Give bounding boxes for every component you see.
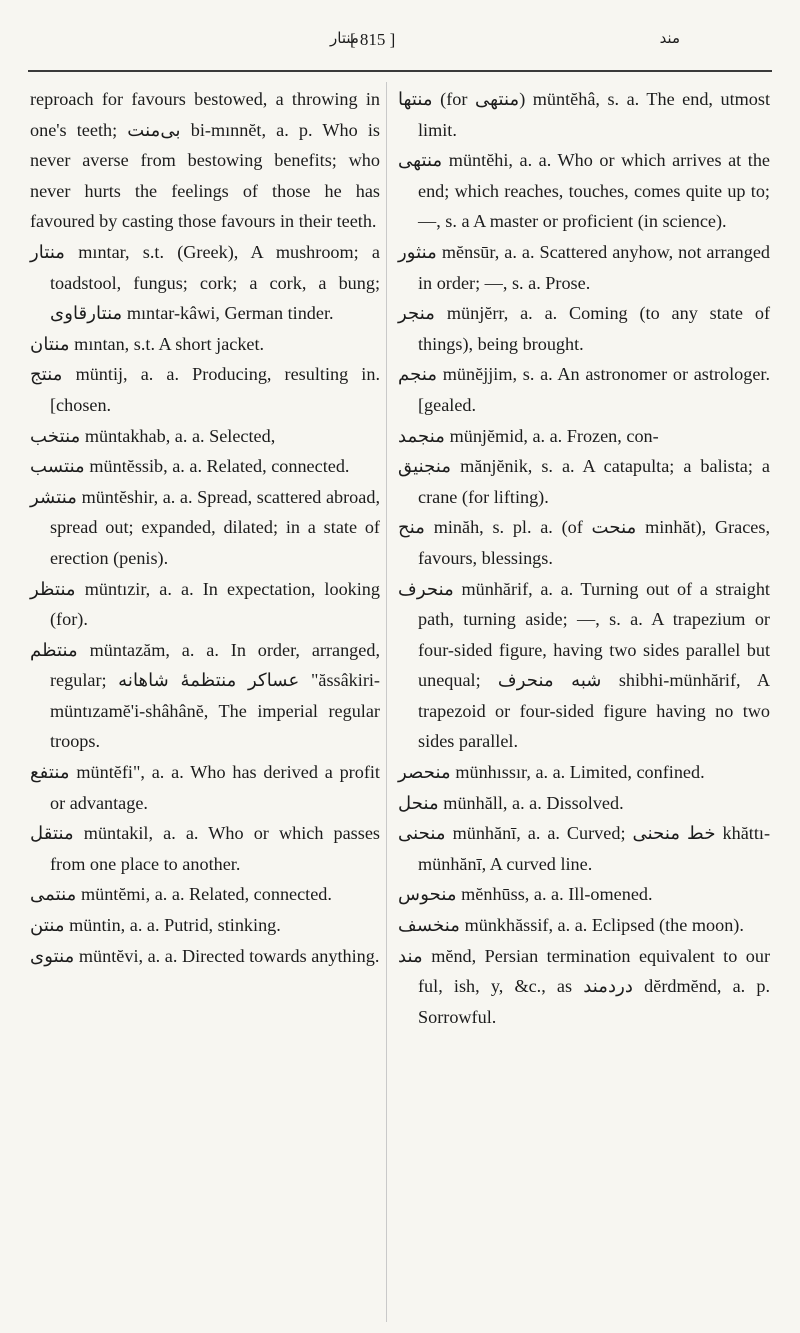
entry-text: منحرف münhărif, a. a. Turning out of a straight path, turning aside; —, s. a. A trapezium or four-sided figure, having two sides parallel but unequal; شبه منحرف shibhi-münhărif, A trapezoid or four-sided figure having no two sides parallel. (398, 578, 770, 752)
entry-text: منتخب müntakhab, a. a. Selected, (30, 425, 276, 446)
entry-text: منحنی münhănī, a. a. Curved; خط منحنی khăttı-münhănī, A curved line. (398, 823, 771, 874)
entry-text: منح minăh, s. pl. a. (of منحت minhăt), Graces, favours, blessings. (398, 517, 770, 568)
entry-text: منتوی müntĕvi, a. a. Directed towards anything. (30, 945, 380, 966)
entry-text: منجنیق mănjĕnik, s. a. A catapulta; a balista; a crane (for lifting). (398, 456, 770, 507)
entry-text: منتقل müntakil, a. a. Who or which passes from one place to another. (30, 823, 380, 874)
entry-text: منتشر müntĕshir, a. a. Spread, scattered abroad, spread out; expanded, dilated; in a state of erection (penis). (30, 486, 380, 568)
entry-text: reproach for favours bestowed, a throwing in one's teeth; بی‌منت bi-mınnĕt, a. p. Who is never averse from bestowing benefits; who never hurts the feelings of those he has favoured by casting those favours in their teeth. (30, 89, 380, 232)
right-column (398, 84, 770, 1032)
entry-text: منثور mĕnsūr, a. a. Scattered anyhow, not arranged in order; —, s. a. Prose. (398, 241, 770, 293)
right-guide-word: مند (659, 29, 680, 47)
entry-text: منحصر münhıssır, a. a. Limited, confined. (398, 762, 705, 783)
entry-text: منحل münhăll, a. a. Dissolved. (398, 792, 624, 813)
entry-text: منتسب müntĕssib, a. a. Related, connected. (30, 456, 350, 477)
entry-text: منجمد münjĕmid, a. a. Frozen, con- (398, 425, 659, 446)
entry-text: منتها (for منتهی) müntĕhâ, s. a. The end, utmost limit. (398, 89, 770, 140)
entry-text: منحوس mĕnhūss, a. a. Ill-omened. (398, 884, 653, 905)
entry-text: منتظم müntazăm, a. a. In order, arranged, regular; عساکر منتظمهٔ شاهانه "ăssâkiri-müntızamĕ'i-shâhânĕ, The imperial regular troops. (30, 639, 380, 752)
entry-text: منجم münĕjjim, s. a. An astronomer or astrologer. [gealed. (398, 364, 770, 415)
entry-text: منتظر müntızir, a. a. In expectation, looking (for). (30, 578, 380, 630)
column-divider (386, 82, 387, 1322)
left-guide-word: منتار (330, 29, 359, 47)
entry-text: مند mĕnd, Persian termination equivalent to our ful, ish, y, &c., as دردمند dĕrdmĕnd, a. p. Sorrowful. (398, 945, 770, 1027)
header-rule (28, 70, 772, 72)
left-column (30, 84, 380, 971)
entry-text: منتار mıntar, s.t. (Greek), A mushroom; a toadstool, fungus; cork; a cork, a bung; منتار‌قاوی mıntar-kâwi, German tinder. (30, 241, 380, 324)
entry-text: منخسف münkhăssif, a. a. Eclipsed (the moon). (398, 915, 744, 936)
entry-text: منتان mıntan, s.t. A short jacket. (30, 333, 265, 354)
entry-text: منتج müntij, a. a. Producing, resulting in. [chosen. (30, 364, 380, 415)
entry-text: منتمی müntĕmi, a. a. Related, connected. (30, 884, 332, 905)
entry-text: منتفع müntĕfi", a. a. Who has derived a profit or advantage. (30, 762, 380, 813)
page-header (30, 18, 770, 58)
page-number: [ 815 ] (350, 30, 396, 49)
entry-text: منتن müntin, a. a. Putrid, stinking. (30, 915, 281, 936)
entry-text: منجر münjĕrr, a. a. Coming (to any state of things), being brought. (398, 303, 770, 354)
entry-text: منتهی müntĕhi, a. a. Who or which arrives at the end; which reaches, touches, comes quite up to; —, s. a A master or proficient (in science). (398, 150, 770, 232)
